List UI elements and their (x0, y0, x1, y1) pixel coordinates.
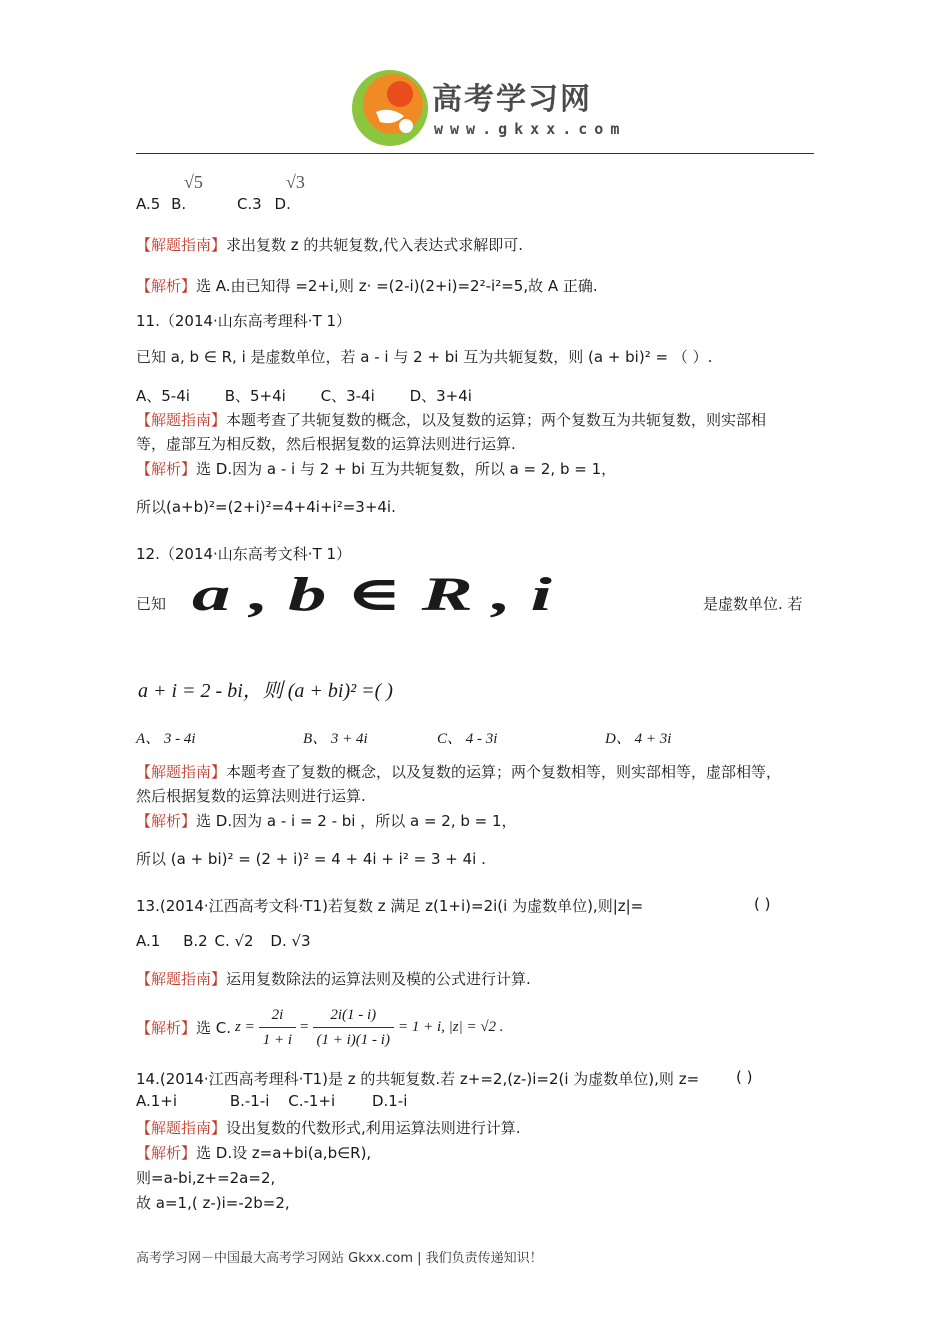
q11-result: 所以(a+b)²=(2+i)²=4+4i+i²=3+4i. (136, 498, 396, 516)
q13-option-d: D. √3 (270, 932, 311, 950)
q13-answer-paren: ( ) (754, 895, 771, 913)
q12-result: 所以 (a + bi)² = (2 + i)² = 4 + 4i + i² = 3 + 4i . (136, 850, 486, 868)
analysis-label: 【解析】 (136, 1018, 197, 1037)
header-divider (136, 153, 814, 154)
analysis-label: 【解析】 (136, 277, 197, 295)
guide-label: 【解题指南】 (136, 970, 227, 988)
analysis-tail: = 1 + i, |z| = √2 . (397, 1018, 504, 1035)
analysis-label: 【解析】 (136, 460, 197, 478)
analysis-text: 选 D.因为 a - i = 2 - bi ，所以 a = 2, b = 1， (196, 812, 517, 830)
q10-analysis (136, 275, 598, 296)
q11-analysis (136, 458, 616, 479)
q11-option-c: C、3-4i (320, 387, 375, 405)
analysis-label: 【解析】 (136, 1144, 197, 1162)
q14-option-a: A.1+i (136, 1092, 178, 1110)
q13-options (136, 932, 311, 950)
logo-url: www.gkxx.com (434, 120, 627, 138)
q10-option-d: D. (274, 195, 291, 213)
guide-text: 求出复数 z 的共轭复数,代入表达式求解即可. (226, 236, 523, 254)
q14-analysis-line3: 故 a=1,( z-)i=-2b=2, (136, 1194, 290, 1212)
fraction-1 (259, 1003, 296, 1052)
q13-title: 13.(2014·江西高考文科·T1)若复数 z 满足 z(1+i)=2i(i 为虚数单位),则|z|= (136, 897, 644, 915)
q12-option-b: B、 3 + 4i (303, 731, 368, 747)
q10-option-a: A.5 (136, 195, 161, 213)
q12-stem-suffix: 是虚数单位. 若 (703, 595, 803, 613)
q12-guide (136, 761, 781, 782)
q14-analysis (136, 1142, 371, 1163)
q10-option-b: B. (171, 195, 187, 213)
q11-guide-line2: 等，虚部互为相反数，然后根据复数的运算法则进行运算. (136, 435, 516, 453)
q12-analysis (136, 810, 517, 831)
q10-option-c: C.3 (236, 195, 262, 213)
q12-condition: a + i = 2 - bi，则 (a + bi)² =( ) (138, 680, 393, 702)
guide-text: 设出复数的代数形式,利用运算法则进行计算. (226, 1119, 521, 1137)
q12-stem-prefix: 已知 (136, 595, 167, 613)
q12-option-d: D、 4 + 3i (605, 731, 672, 747)
q10-sqrt-d: √3 (286, 172, 305, 192)
q14-guide (136, 1117, 521, 1138)
q11-option-d: D、3+4i (409, 387, 472, 405)
q12-guide-line2: 然后根据复数的运算法则进行运算. (136, 787, 366, 805)
q13-option-a: A.1 (136, 932, 161, 950)
q11-title: 11.（2014·山东高考理科·T 1） (136, 312, 352, 330)
logo-emblem-icon (346, 66, 432, 150)
q11-option-a: A、5-4i (136, 387, 190, 405)
guide-label: 【解题指南】 (136, 236, 227, 254)
logo-title: 高考学习网 (432, 82, 592, 117)
q12-stem-formula (192, 566, 692, 626)
guide-text: 本题考查了复数的概念，以及复数的运算；两个复数相等，则实部相等，虚部相等， (226, 763, 782, 781)
guide-label: 【解题指南】 (136, 1119, 227, 1137)
q10-sqrt-b: √5 (184, 172, 203, 192)
q11-guide (136, 409, 766, 430)
guide-text: 运用复数除法的运算法则及模的公式进行计算. (226, 970, 531, 988)
q10-guide (136, 234, 523, 255)
page-footer: 高考学习网－中国最大高考学习网站 Gkxx.com | 我们负责传递知识！ (136, 1251, 543, 1266)
q10-options (136, 195, 291, 213)
q14-option-d: D.1-i (371, 1092, 408, 1110)
q12-big-formula: a , b ∈ R , i (192, 568, 552, 621)
q14-option-b: B.-1-i (229, 1092, 270, 1110)
analysis-label: 【解析】 (136, 812, 197, 830)
analysis-text: 选 A.由已知得 =2+i,则 z· =(2-i)(2+i)=2²-i²=5,故 A 正确. (196, 277, 598, 295)
site-logo (346, 66, 627, 150)
q12-option-c: C、 4 - 3i (437, 731, 498, 747)
q12-title: 12.（2014·山东高考文科·T 1） (136, 545, 352, 563)
fraction-2-num: 2i(1 - i) (313, 1003, 394, 1028)
q14-option-c: C.-1+i (288, 1092, 336, 1110)
q12-option-a: A、 3 - 4i (136, 731, 196, 747)
fraction-1-den: 1 + i (262, 1031, 293, 1048)
fraction-1-num: 2i (259, 1003, 296, 1028)
fraction-2 (313, 1003, 394, 1052)
q13-option-c: C. √2 (214, 932, 254, 950)
q14-title: 14.(2014·江西高考理科·T1)是 z 的共轭复数.若 z+=2,(z-)i=2(i 为虚数单位),则 z= (136, 1070, 700, 1088)
q13-option-b: B.2 (183, 932, 208, 950)
z-symbol: z = (235, 1018, 255, 1035)
analysis-text: 选 D.设 z=a+bi(a,b∈R), (196, 1144, 372, 1162)
q13-analysis (136, 1000, 504, 1054)
guide-label: 【解题指南】 (136, 763, 227, 781)
q11-option-b: B、5+4i (224, 387, 286, 405)
equals-sign: = (300, 1018, 309, 1035)
q11-options (136, 385, 472, 406)
guide-text: 本题考查了共轭复数的概念，以及复数的运算；两个复数互为共轭复数，则实部相 (226, 411, 767, 429)
q14-analysis-line2: 则=a-bi,z+=2a=2, (136, 1169, 276, 1187)
analysis-prefix: 选 C. (196, 1018, 232, 1037)
q11-stem: 已知 a, b ∈ R, i 是虚数单位，若 a - i 与 2 + bi 互为共轭复数，则 (a + bi)² = （ ）. (136, 348, 713, 366)
q14-options (136, 1092, 407, 1110)
guide-label: 【解题指南】 (136, 411, 227, 429)
q13-guide (136, 968, 531, 989)
fraction-2-den: (1 + i)(1 - i) (316, 1031, 390, 1048)
q14-answer-paren: ( ) (736, 1068, 753, 1086)
analysis-text: 选 D.因为 a - i 与 2 + bi 互为共轭复数，所以 a = 2, b = 1， (196, 460, 617, 478)
